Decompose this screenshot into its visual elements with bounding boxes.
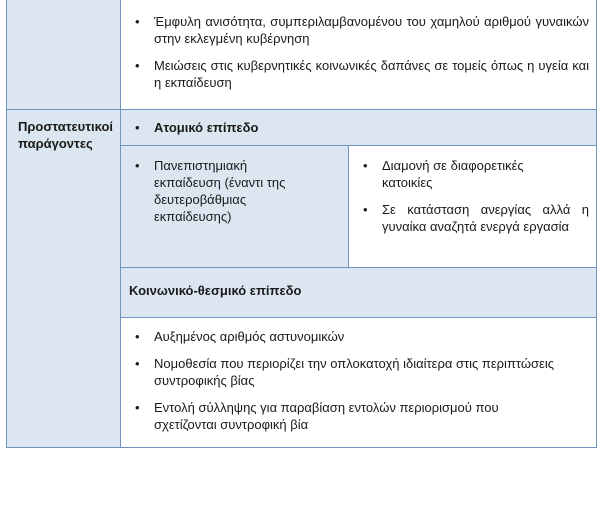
societal-level-heading-cell <box>121 268 597 317</box>
row-divider <box>120 317 597 318</box>
table-bottom-border <box>6 447 597 448</box>
list-item: • Πανεπιστημιακή εκπαίδευση (έναντι της δευτεροβάθμιας εκπαίδευσης) <box>135 158 286 224</box>
societal-level-heading: Κοινωνικό-θεσμικό επίπεδο <box>129 283 302 298</box>
individual-left-cell <box>121 146 348 267</box>
list-item: • Νομοθεσία που περιορίζει την οπλοκατοχή ιδιαίτερα στις περιπτώσεις συντροφικής βίας <box>135 356 554 388</box>
list-item: • Σε κατάσταση ανεργίας αλλά η γυναίκα αναζητά ενεργά εργασία <box>363 202 589 234</box>
list-item: • Μειώσεις στις κυβερνητικές κοινωνικές δαπάνες σε τομείς όπως η υγεία και η εκπαίδευση <box>135 58 589 90</box>
protective-factors-label: Προστατευτικοί παράγοντες <box>18 119 114 151</box>
column-divider <box>120 0 121 448</box>
list-item: • Διαμονή σε διαφορετικές κατοικίες <box>363 158 524 190</box>
table-right-border <box>596 0 597 448</box>
row1-content-cell <box>121 0 597 109</box>
list-item: • Εντολή σύλληψης για παραβίαση εντολών περιορισμού που σχετίζονται συντροφική βία <box>135 400 499 432</box>
row-divider <box>6 109 597 110</box>
individual-right-cell <box>349 146 597 267</box>
table-left-border <box>6 0 7 448</box>
societal-bullets-cell <box>121 318 597 448</box>
list-item: • Αυξημένος αριθμός αστυνομικών <box>135 329 345 344</box>
individual-level-heading: • Ατομικό επίπεδο <box>135 120 259 135</box>
column-divider <box>348 145 349 268</box>
row-divider <box>120 145 597 146</box>
row-divider <box>120 267 597 268</box>
label-column <box>6 0 120 448</box>
list-item: • Έμφυλη ανισότητα, συμπεριλαμβανομένου του χαμηλού αριθμού γυναικών στην εκλεγμένη κυβέρνηση <box>135 14 589 46</box>
individual-level-heading-cell <box>121 110 597 145</box>
risk-protective-factors-table <box>6 0 597 448</box>
row1-bullet-list <box>121 13 589 91</box>
